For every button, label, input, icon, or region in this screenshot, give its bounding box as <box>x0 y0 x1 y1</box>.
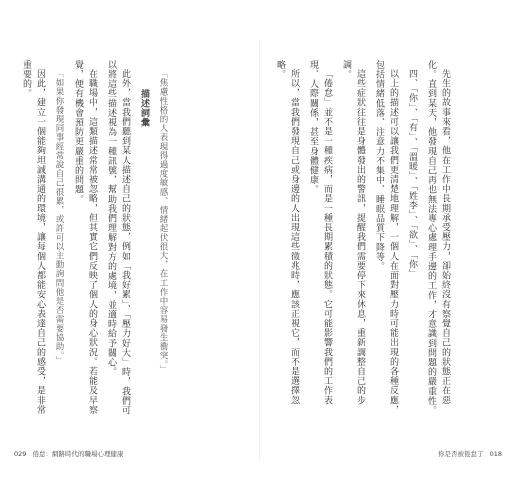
paragraph: 此外，當我們聽到某人描述自己的狀態，例如「我好累」、「壓力好大」時，我們可以將這些描述視為一種訊號，幫助我們理解對方的處境，並適時給予關心。 <box>106 60 130 416</box>
paragraph: 以上的描述可以讓我們更清楚地理解，一個人在面對壓力時可能出現的各種反應，包括情緒低落、注意力不集中、睡眠品質下降等。 <box>374 60 398 415</box>
gutter-divider <box>259 40 260 460</box>
paragraph: 「倦怠」並不是一種疾病，而是一種長期累積的狀態。它可能影響我們的工作表現、人際關係，甚至身體健康。 <box>308 60 332 405</box>
right-page <box>268 60 504 416</box>
paragraph: 「焦慮性格的人表現得過度敏感、情緒起伏很大，在工作中容易發生衝突。」 <box>158 68 168 374</box>
running-title: 倦怠：網路時代的職場心理健康 <box>32 450 124 458</box>
left-page <box>14 60 250 416</box>
paragraph: 「如果你發現同事經常說自己很累，或許可以主動詢問他是否需要協助。」 <box>54 68 64 365</box>
paragraph: 所以，當我們發現自己或身邊的人出現這些徵兆時，應該正視它，而不是選擇忽略。 <box>275 60 299 405</box>
running-title: 你是否被倦怠了 <box>438 450 484 458</box>
paragraph: 這些症狀往往是身體發出的警訊，提醒我們需要停下來休息，重新調整自己的步調。 <box>341 60 365 405</box>
page-number: 018 <box>489 450 502 458</box>
right-footer <box>438 449 506 458</box>
paragraph: 因此，建立一個能夠坦誠溝通的環境，讓每個人都能安心表達自己的感受，是非常重要的。 <box>21 60 45 415</box>
right-page-text <box>268 60 452 416</box>
section-heading: 描述詞彙 <box>139 89 149 128</box>
left-footer <box>14 449 128 458</box>
paragraph: 四、「你」、「有」、「溫暖」、「姓李」、「欲」、「你」 <box>407 69 417 279</box>
left-page-text <box>14 60 170 416</box>
page-number: 029 <box>14 450 27 458</box>
paragraph: 在職場中，這類描述常常被忽略，但其實它們反映了個人的身心狀況。若能及早察覺，便有機會預防更嚴重的問題。 <box>73 60 97 415</box>
paragraph: 先生的故事來看，他在工作中長期承受壓力，卻始終沒有察覺自己的狀態正在惡化。直到某天，他發現自己再也無法專心處理手邊的工作，才意識到問題的嚴重性。 <box>426 60 450 416</box>
